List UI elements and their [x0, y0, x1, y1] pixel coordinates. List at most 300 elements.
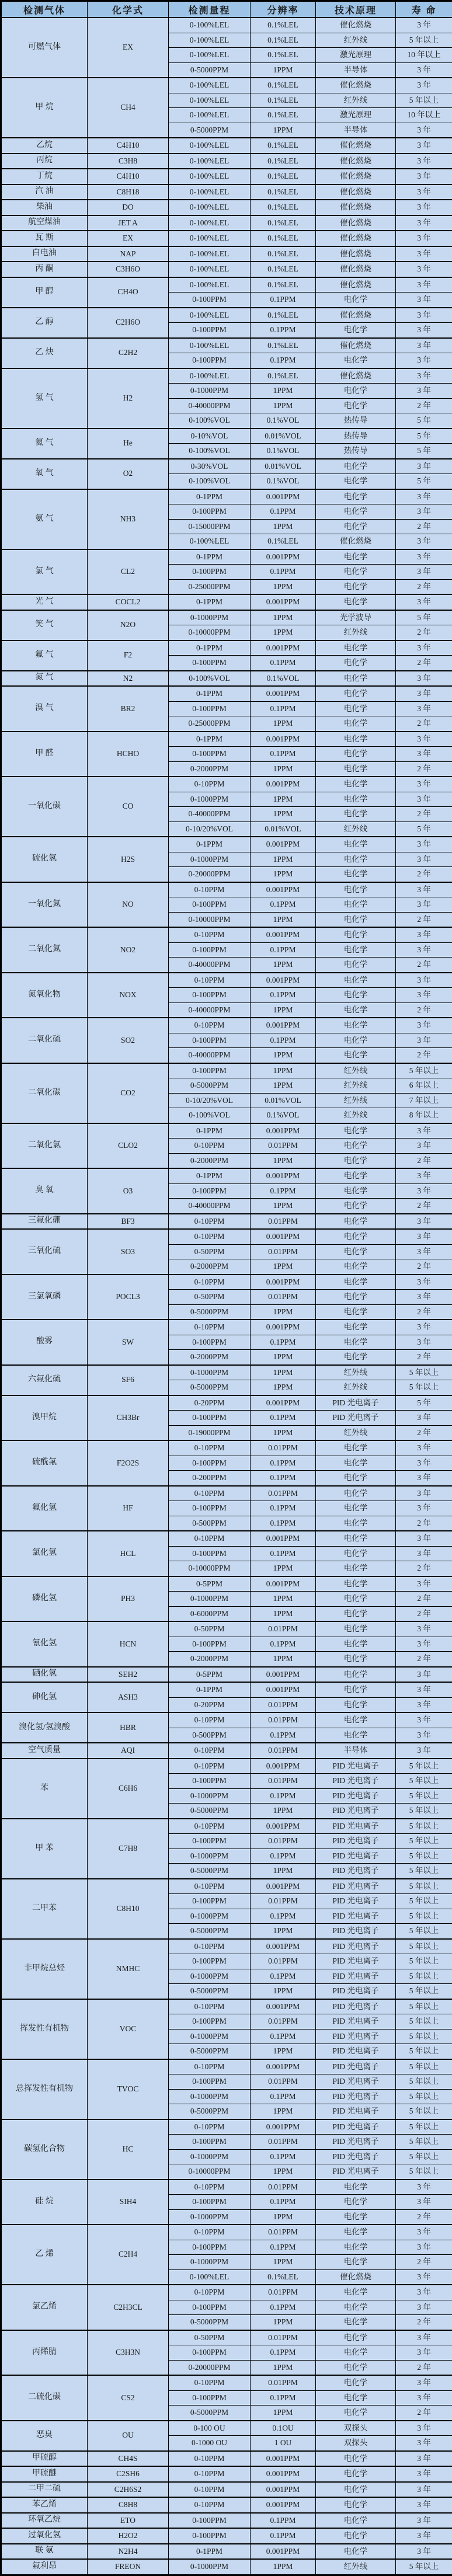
lifespan-cell: 3 年 [396, 1440, 452, 1456]
resolution-cell: 0.01PPM [251, 1486, 316, 1501]
resolution-cell: 0.1PPM [251, 2528, 316, 2544]
table-row [1, 1214, 452, 1230]
range-cell: 0-100%LEL [169, 338, 251, 353]
resolution-cell: 0.1%LEL [251, 169, 316, 185]
table-row [1, 1999, 452, 2014]
range-cell: 0-100PPM [169, 504, 251, 520]
range-cell: 0-1PPM [169, 594, 251, 610]
table-row [1, 1712, 452, 1728]
lifespan-cell: 5 年以上 [396, 2104, 452, 2119]
principle-cell: 电化学 [316, 2497, 396, 2513]
lifespan-cell: 5 年以上 [396, 1894, 452, 1909]
resolution-cell: 0.001PPM [251, 1395, 316, 1411]
principle-cell: 激光原理 [316, 48, 396, 63]
principle-cell: 电化学 [316, 1002, 396, 1018]
lifespan-cell: 2 年 [396, 1350, 452, 1365]
range-cell: 0-100PPM [169, 1834, 251, 1849]
range-cell: 0-50PPM [169, 1290, 251, 1305]
gas-name-cell: 氯化氢 [1, 1531, 88, 1576]
principle-cell: 电化学 [316, 2209, 396, 2225]
lifespan-cell: 3 年 [396, 1290, 452, 1305]
resolution-cell: 0.01PPM [251, 1214, 316, 1230]
principle-cell: 电化学 [316, 852, 396, 867]
range-cell: 0-10/20%VOL [169, 1093, 251, 1108]
table-row [1, 1667, 452, 1683]
principle-cell: 电化学 [316, 1606, 396, 1621]
resolution-cell: 1PPM [251, 1063, 316, 1078]
resolution-cell: 0.1%LEL [251, 368, 316, 384]
principle-cell: 电化学 [316, 1501, 396, 1516]
range-cell: 0-100PPM [169, 1183, 251, 1199]
principle-cell: 电化学 [316, 2390, 396, 2406]
principle-cell: 热传导 [316, 444, 396, 459]
resolution-cell: 0.1PPM [251, 323, 316, 338]
lifespan-cell: 5 年以上 [396, 33, 452, 48]
resolution-cell: 1PPM [251, 1652, 316, 1667]
resolution-cell: 0.1%LEL [251, 231, 316, 246]
resolution-cell: 1PPM [251, 2360, 316, 2375]
lifespan-cell: 3 年 [396, 1229, 452, 1244]
formula-cell: FREON [88, 2559, 169, 2575]
lifespan-cell: 3 年 [396, 1168, 452, 1183]
range-cell: 0-10PPM [169, 2180, 251, 2195]
lifespan-cell: 2 年 [396, 867, 452, 882]
resolution-cell: 1PPM [251, 1984, 316, 1999]
range-cell: 0-10PPM [169, 1819, 251, 1834]
resolution-cell: 0.1%LEL [251, 48, 316, 63]
lifespan-cell: 7 年以上 [396, 1093, 452, 1108]
principle-cell: 电化学 [316, 1531, 396, 1546]
range-cell: 0-100PPM [169, 701, 251, 716]
lifespan-cell: 5 年以上 [396, 1804, 452, 1819]
gas-name-cell: 总挥发性有机物 [1, 2059, 88, 2119]
principle-cell: 红外线 [316, 33, 396, 48]
resolution-cell: 0.01%VOL [251, 1093, 316, 1108]
range-cell: 0-100%LEL [169, 215, 251, 231]
lifespan-cell: 3 年 [396, 1335, 452, 1350]
range-cell: 0-10000PPM [169, 912, 251, 927]
table-row [1, 1879, 452, 1894]
gas-name-cell: 过氧化氢 [1, 2528, 88, 2544]
range-cell: 0-100%LEL [169, 48, 251, 63]
lifespan-cell: 5 年 [396, 1395, 452, 1411]
principle-cell: 催化燃烧 [316, 154, 396, 169]
gas-name-cell: 二氧化碳 [1, 1063, 88, 1123]
lifespan-cell: 2 年 [396, 656, 452, 671]
gas-name-cell: 丙烯腈 [1, 2330, 88, 2376]
range-cell: 0-100PPM [169, 1894, 251, 1909]
table-row [1, 2466, 452, 2482]
resolution-cell: 0.001PPM [251, 837, 316, 852]
resolution-cell: 0.001PPM [251, 732, 316, 747]
lifespan-cell: 2 年 [396, 1259, 452, 1275]
lifespan-cell: 3 年 [396, 1139, 452, 1154]
principle-cell: 红外线 [316, 2559, 396, 2575]
formula-cell: F2O2S [88, 1440, 169, 1486]
resolution-cell: 0.1%LEL [251, 138, 316, 154]
formula-cell: EX [88, 18, 169, 78]
resolution-cell: 1PPM [251, 792, 316, 807]
range-cell: 0-100%LEL [169, 231, 251, 246]
principle-cell: 电化学 [316, 2466, 396, 2482]
range-cell: 0-50PPM [169, 2330, 251, 2345]
table-row [1, 262, 452, 277]
principle-cell: PID 光电离子 [316, 2089, 396, 2104]
column-header-gas: 检测气体 [1, 1, 88, 18]
principle-cell: 电化学 [316, 867, 396, 882]
principle-cell: 电化学 [316, 942, 396, 958]
resolution-cell: 0.001PPM [251, 686, 316, 701]
lifespan-cell: 3 年 [396, 1275, 452, 1290]
range-cell: 0-100%VOL [169, 474, 251, 489]
table-row [1, 2497, 452, 2513]
resolution-cell: 1PPM [251, 62, 316, 78]
resolution-cell: 1PPM [251, 2104, 316, 2119]
gas-name-cell: 乙 醇 [1, 308, 88, 338]
resolution-cell: 1PPM [251, 912, 316, 927]
lifespan-cell: 5 年以上 [396, 2074, 452, 2090]
gas-name-cell: 碳氢化合物 [1, 2119, 88, 2180]
table-row [1, 200, 452, 215]
range-cell: 0-1PPM [169, 1123, 251, 1139]
gas-name-cell: 溴甲烷 [1, 1395, 88, 1441]
lifespan-cell: 2 年 [396, 1002, 452, 1018]
lifespan-cell: 2 年 [396, 625, 452, 640]
lifespan-cell: 3 年 [396, 640, 452, 656]
lifespan-cell: 3 年 [396, 1531, 452, 1546]
formula-cell: HCL [88, 1531, 169, 1576]
lifespan-cell: 5 年以上 [396, 2119, 452, 2135]
resolution-cell: 1PPM [251, 2044, 316, 2059]
lifespan-cell: 5 年 [396, 444, 452, 459]
resolution-cell: 0.001PPM [251, 2497, 316, 2513]
resolution-cell: 0.1%LEL [251, 185, 316, 200]
lifespan-cell: 3 年 [396, 200, 452, 215]
principle-cell: 催化燃烧 [316, 78, 396, 93]
lifespan-cell: 5 年以上 [396, 2089, 452, 2104]
gas-name-cell: 氧 气 [1, 459, 88, 489]
principle-cell: 催化燃烧 [316, 534, 396, 549]
gas-name-cell: 氦 气 [1, 429, 88, 459]
resolution-cell: 1PPM [251, 1804, 316, 1819]
resolution-cell: 0.1PPM [251, 1969, 316, 1984]
principle-cell: 电化学 [316, 519, 396, 534]
formula-cell: PH3 [88, 1576, 169, 1622]
resolution-cell: 0.1PPM [251, 1471, 316, 1486]
resolution-cell: 0.001PPM [251, 1123, 316, 1139]
range-cell: 0-100PPM [169, 293, 251, 308]
table-row [1, 686, 452, 701]
formula-cell: NO [88, 882, 169, 928]
principle-cell: 电化学 [316, 2451, 396, 2467]
lifespan-cell: 2 年 [396, 1199, 452, 1214]
principle-cell: 电化学 [316, 1652, 396, 1667]
gas-name-cell: 二甲苯 [1, 1879, 88, 1939]
resolution-cell: 0.001PPM [251, 2059, 316, 2074]
gas-name-cell: 航空煤油 [1, 215, 88, 231]
gas-name-cell: 空气质量 [1, 1743, 88, 1759]
resolution-cell: 0.01PPM [251, 1440, 316, 1456]
principle-cell: 催化燃烧 [316, 308, 396, 323]
resolution-cell: 0.1PPM [251, 293, 316, 308]
range-cell: 0-100PPM [169, 2074, 251, 2090]
range-cell: 0-5000PPM [169, 1864, 251, 1879]
gas-name-cell: 二甲二硫 [1, 2482, 88, 2498]
range-cell: 0-1PPM [169, 837, 251, 852]
range-cell: 0-40000PPM [169, 958, 251, 973]
resolution-cell: 0.1PPM [251, 2513, 316, 2529]
resolution-cell: 1PPM [251, 761, 316, 777]
lifespan-cell: 6 年以上 [396, 1078, 452, 1094]
principle-cell: PID 光电离子 [316, 2014, 396, 2030]
range-cell: 0-1000PPM [169, 1592, 251, 1607]
gas-name-cell: 氟化氢 [1, 1486, 88, 1531]
principle-cell: 催化燃烧 [316, 246, 396, 262]
table-row [1, 1229, 452, 1244]
lifespan-cell: 3 年 [396, 1682, 452, 1697]
principle-cell: 电化学 [316, 2225, 396, 2240]
resolution-cell: 0.001PPM [251, 1018, 316, 1033]
range-cell: 0-100PPM [169, 942, 251, 958]
range-cell: 0-100%LEL [169, 138, 251, 154]
lifespan-cell: 8 年以上 [396, 1108, 452, 1123]
range-cell: 0-100PPM [169, 323, 251, 338]
range-cell: 0-10PPM [169, 1018, 251, 1033]
resolution-cell: 0.1PPM [251, 1728, 316, 1743]
resolution-cell: 1PPM [251, 625, 316, 640]
gas-name-cell: 甲 苯 [1, 1819, 88, 1879]
lifespan-cell: 5 年 [396, 413, 452, 429]
lifespan-cell: 3 年 [396, 549, 452, 565]
principle-cell: 电化学 [316, 1320, 396, 1335]
range-cell: 0-1000PPM [169, 1365, 251, 1380]
lifespan-cell: 3 年 [396, 2513, 452, 2529]
resolution-cell: 0.001PPM [251, 1879, 316, 1894]
range-cell: 0-10PPM [169, 1759, 251, 1774]
resolution-cell: 0.1PPM [251, 1909, 316, 1924]
formula-cell: SIH4 [88, 2180, 169, 2225]
gas-name-cell: 氯乙烯 [1, 2285, 88, 2330]
gas-name-cell: 一氧化碳 [1, 777, 88, 837]
principle-cell: 催化燃烧 [316, 277, 396, 293]
lifespan-cell: 3 年 [396, 1637, 452, 1652]
lifespan-cell: 3 年 [396, 1183, 452, 1199]
resolution-cell: 1PPM [251, 610, 316, 625]
range-cell: 0-40000PPM [169, 807, 251, 822]
resolution-cell: 1PPM [251, 1592, 316, 1607]
lifespan-cell: 3 年 [396, 2451, 452, 2467]
principle-cell: 催化燃烧 [316, 215, 396, 231]
table-row [1, 671, 452, 687]
lifespan-cell: 2 年 [396, 1561, 452, 1576]
resolution-cell: 0.001PPM [251, 1759, 316, 1774]
principle-cell: 电化学 [316, 1183, 396, 1199]
table-row [1, 1621, 452, 1637]
table-row [1, 1320, 452, 1335]
range-cell: 0-100PPM [169, 747, 251, 762]
principle-cell: 电化学 [316, 777, 396, 792]
range-cell: 0-5000PPM [169, 2315, 251, 2330]
range-cell: 0-10/20%VOL [169, 821, 251, 837]
principle-cell: PID 光电离子 [316, 2119, 396, 2135]
range-cell: 0-100%LEL [169, 246, 251, 262]
lifespan-cell: 3 年 [396, 2436, 452, 2451]
range-cell: 0-1000PPM [169, 610, 251, 625]
range-cell: 0-10000PPM [169, 1561, 251, 1576]
resolution-cell: 0.001PPM [251, 2544, 316, 2560]
resolution-cell: 0.1PPM [251, 1788, 316, 1804]
principle-cell: 电化学 [316, 701, 396, 716]
range-cell: 0-1PPM [169, 2544, 251, 2560]
range-cell: 0-100PPM [169, 1063, 251, 1078]
range-cell: 0-100PPM [169, 1033, 251, 1048]
range-cell: 0-200PPM [169, 1471, 251, 1486]
principle-cell: 电化学 [316, 716, 396, 732]
resolution-cell: 1PPM [251, 1606, 316, 1621]
lifespan-cell: 3 年 [396, 2300, 452, 2315]
range-cell: 0-100PPM [169, 1546, 251, 1561]
gas-name-cell: 氯 气 [1, 549, 88, 595]
range-cell: 0-15000PPM [169, 519, 251, 534]
resolution-cell: 0.1PPM [251, 897, 316, 913]
resolution-cell: 0.01PPM [251, 1621, 316, 1637]
principle-cell: PID 光电离子 [316, 1969, 396, 1984]
table-header [1, 1, 452, 18]
resolution-cell: 1PPM [251, 2255, 316, 2270]
lifespan-cell: 3 年 [396, 1576, 452, 1592]
principle-cell: 催化燃烧 [316, 185, 396, 200]
resolution-cell: 1PPM [251, 867, 316, 882]
principle-cell: 电化学 [316, 1199, 396, 1214]
column-header-lifespan: 寿 命 [396, 1, 452, 18]
principle-cell: 电化学 [316, 1275, 396, 1290]
principle-cell: PID 光电离子 [316, 2044, 396, 2059]
gas-name-cell: 硒化氢 [1, 1667, 88, 1683]
formula-cell: C6H6 [88, 1759, 169, 1819]
table-row [1, 277, 452, 293]
principle-cell: 电化学 [316, 973, 396, 988]
formula-cell: CH4S [88, 2451, 169, 2467]
lifespan-cell: 5 年以上 [396, 2135, 452, 2150]
principle-cell: 催化燃烧 [316, 200, 396, 215]
resolution-cell: 0.01PPM [251, 1712, 316, 1728]
principle-cell: 电化学 [316, 1214, 396, 1230]
range-cell: 0-5000PPM [169, 1304, 251, 1320]
gas-name-cell: 砷化氢 [1, 1682, 88, 1712]
principle-cell: PID 光电离子 [316, 1774, 396, 1789]
gas-name-cell: 一氧化氮 [1, 882, 88, 928]
principle-cell: 电化学 [316, 1667, 396, 1683]
resolution-cell: 1PPM [251, 1380, 316, 1395]
formula-cell: SF6 [88, 1365, 169, 1395]
formula-cell: SO3 [88, 1229, 169, 1275]
resolution-cell: 0.01PPM [251, 2225, 316, 2240]
range-cell: 0-100%LEL [169, 93, 251, 108]
resolution-cell: 0.1%LEL [251, 308, 316, 323]
range-cell: 0-10PPM [169, 1440, 251, 1456]
lifespan-cell: 3 年 [396, 384, 452, 399]
lifespan-cell: 3 年 [396, 988, 452, 1003]
resolution-cell: 1PPM [251, 852, 316, 867]
resolution-cell: 0.1%VOL [251, 1108, 316, 1123]
table-row [1, 308, 452, 323]
range-cell: 0-10PPM [169, 2497, 251, 2513]
range-cell: 0-100PPM [169, 2345, 251, 2361]
formula-cell: HCN [88, 1621, 169, 1667]
lifespan-cell: 3 年 [396, 169, 452, 185]
range-cell: 0-100%LEL [169, 154, 251, 169]
lifespan-cell: 5 年以上 [396, 93, 452, 108]
resolution-cell: 0.001PPM [251, 1275, 316, 1290]
gas-name-cell: 甲硫醚 [1, 2466, 88, 2482]
formula-cell: C2H6O [88, 308, 169, 338]
lifespan-cell: 5 年以上 [396, 2164, 452, 2180]
range-cell: 0-1PPM [169, 549, 251, 565]
lifespan-cell: 3 年 [396, 123, 452, 138]
principle-cell: 电化学 [316, 459, 396, 474]
gas-name-cell: 环氧乙烷 [1, 2513, 88, 2529]
table-row [1, 246, 452, 262]
range-cell: 0-100PPM [169, 2195, 251, 2210]
principle-cell: PID 光电离子 [316, 2029, 396, 2044]
resolution-cell: 0.001PPM [251, 1576, 316, 1592]
lifespan-cell: 3 年 [396, 1486, 452, 1501]
resolution-cell: 0.1OU [251, 2421, 316, 2436]
formula-cell: CL2 [88, 549, 169, 595]
range-cell: 0-5000PPM [169, 1804, 251, 1819]
range-cell: 0-100%LEL [169, 185, 251, 200]
formula-cell: CH4 [88, 78, 169, 138]
resolution-cell: 0.01PPM [251, 2330, 316, 2345]
range-cell: 0-100%VOL [169, 671, 251, 687]
resolution-cell: 0.1PPM [251, 2240, 316, 2255]
resolution-cell: 0.1PPM [251, 2390, 316, 2406]
range-cell: 0-100%VOL [169, 413, 251, 429]
formula-cell: CO2 [88, 1063, 169, 1123]
range-cell: 0-100%LEL [169, 308, 251, 323]
principle-cell: 电化学 [316, 1335, 396, 1350]
lifespan-cell: 5 年以上 [396, 1924, 452, 1939]
formula-cell: BR2 [88, 686, 169, 732]
table-row [1, 1759, 452, 1774]
formula-cell: CH4O [88, 277, 169, 308]
lifespan-cell: 2 年 [396, 2255, 452, 2270]
formula-cell: O3 [88, 1168, 169, 1214]
table-row [1, 2285, 452, 2300]
principle-cell: 电化学 [316, 958, 396, 973]
range-cell: 0-10%VOL [169, 429, 251, 444]
range-cell: 0-10PPM [169, 1214, 251, 1230]
resolution-cell: 0.001PPM [251, 1667, 316, 1683]
resolution-cell: 0.001PPM [251, 549, 316, 565]
range-cell: 0-100%VOL [169, 444, 251, 459]
principle-cell: PID 光电离子 [316, 2135, 396, 2150]
table-row [1, 1018, 452, 1033]
principle-cell: 电化学 [316, 656, 396, 671]
lifespan-cell: 5 年以上 [396, 2559, 452, 2575]
lifespan-cell: 3 年 [396, 1471, 452, 1486]
principle-cell: 电化学 [316, 2544, 396, 2560]
resolution-cell: 0.1PPM [251, 1637, 316, 1652]
principle-cell: 红外线 [316, 1093, 396, 1108]
range-cell: 0-100PPM [169, 1335, 251, 1350]
formula-cell: C8H18 [88, 185, 169, 200]
resolution-cell: 0.1PPM [251, 747, 316, 762]
range-cell: 0-1000PPM [169, 1849, 251, 1864]
range-cell: 0-2000PPM [169, 1350, 251, 1365]
resolution-cell: 0.01PPM [251, 1244, 316, 1259]
principle-cell: 电化学 [316, 1516, 396, 1531]
